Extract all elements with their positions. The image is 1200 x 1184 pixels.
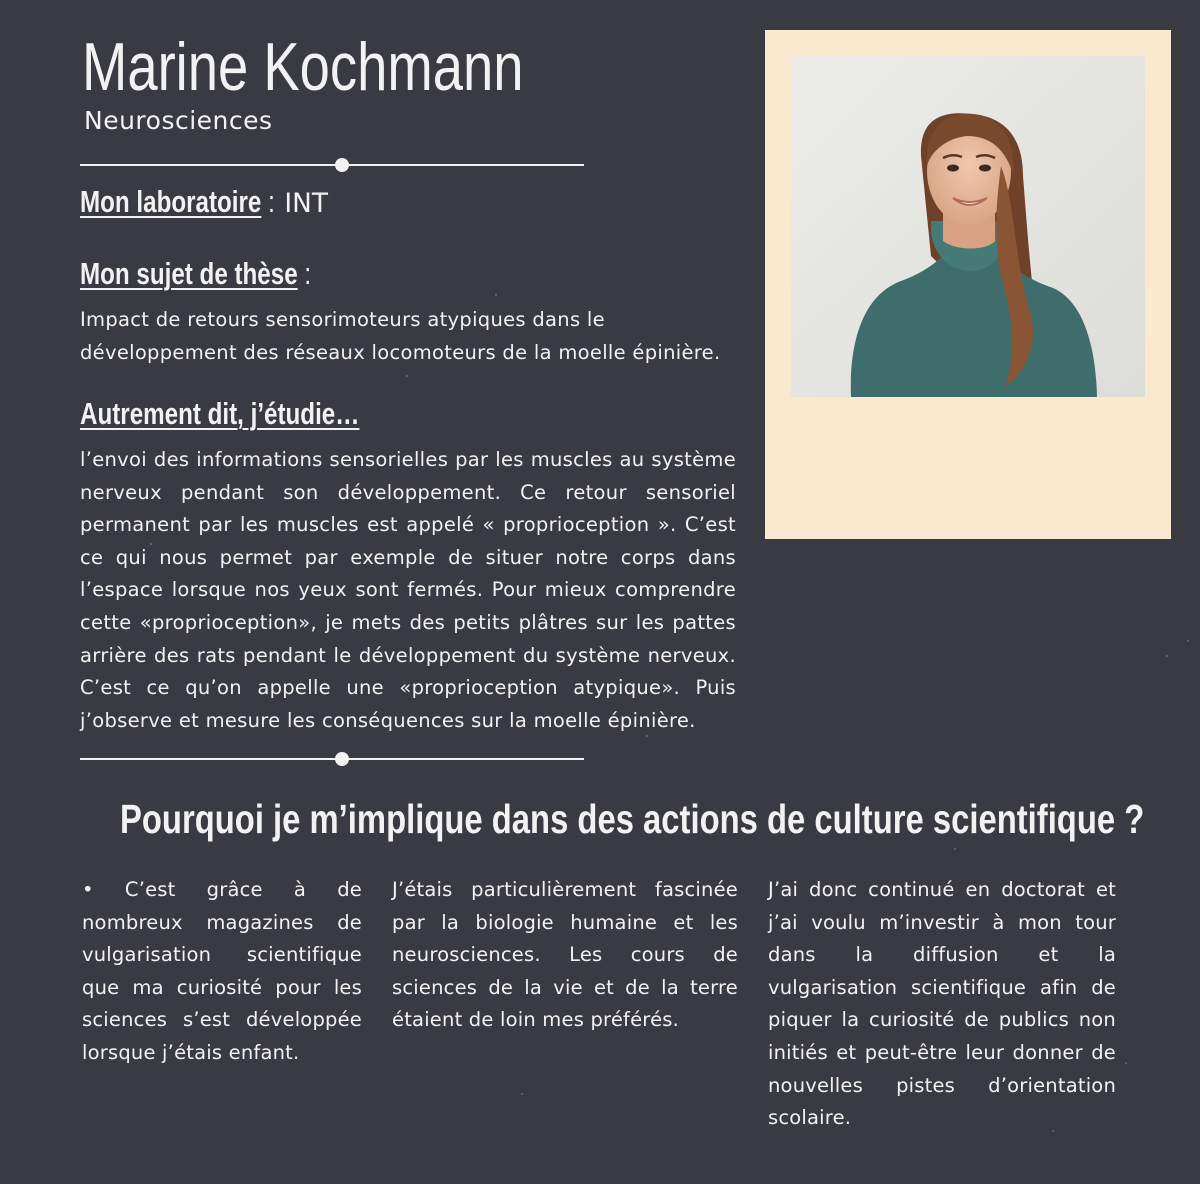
study-text: l’envoi des informations sensorielles par les muscles au système nerveux pendant son développement. Ce retour sensoriel permanent par les muscles est appelé « proprioception ». C’est ce qui nous permet par exemple de situer notre corps dans l’espace lorsque nos yeux sont fermés. Pour mieux comprendre cette «proprioception», je mets des petits plâtres sur les pattes arrière des rats pendant le développement du système nerveux. C’est ce qu’on appelle une «proprioception atypique». Puis j’observe et mesure les conséquences sur la moelle épinière. [80, 448, 736, 732]
why-column-1: • C’est grâce à de nombreux magazines de vulgarisation scientifique que ma curiosité pour les sciences s’est développée lorsque j’étais enfant. [82, 878, 362, 1064]
thesis-heading [80, 256, 311, 292]
background-speck [521, 1093, 523, 1095]
background-speck [1166, 655, 1168, 657]
photo-frame [765, 30, 1171, 539]
person-name: Marine Kochmann [82, 29, 524, 105]
background-speck [406, 375, 408, 377]
divider-bottom [80, 758, 584, 760]
lab-value: INT [284, 188, 329, 219]
background-speck [1187, 640, 1189, 642]
person-field: Neurosciences [84, 106, 273, 135]
why-column-2: J’étais particulièrement fascinée par la biologie humaine et les neurosciences. Les cours de sciences de la vie et de la terre étaient de loin mes préférés. [392, 878, 738, 1032]
divider-top [80, 164, 584, 166]
why-title: Pourquoi je m’implique dans des actions de culture scientifique ? [120, 796, 1145, 842]
lab-heading [80, 184, 329, 220]
background-speck [954, 848, 956, 850]
thesis-separator: : [297, 256, 312, 291]
portrait-photo [791, 56, 1145, 397]
why-column-3: J’ai donc continué en doctorat et j’ai voulu m’investir à mon tour dans la diffusion et la vulgarisation scientifique afin de piquer la curiosité de publics non initiés et peut-être leur donner de nouvelles pistes d’orientation scolaire. [768, 878, 1116, 1130]
thesis-label: Mon sujet de thèse [80, 256, 298, 291]
divider-dot [335, 752, 349, 766]
lab-label: Mon laboratoire [80, 184, 262, 219]
study-label: Autrement dit, j’étudie… [80, 396, 360, 431]
background-speck [495, 294, 497, 296]
divider-dot [335, 158, 349, 172]
study-heading [80, 396, 359, 432]
lab-separator: : [261, 184, 282, 219]
background-speck [1125, 1062, 1127, 1064]
thesis-text: Impact de retours sensorimoteurs atypiques dans le développement des réseaux locomoteurs de la moelle épinière. [80, 308, 721, 364]
portrait-illustration [791, 56, 1145, 397]
